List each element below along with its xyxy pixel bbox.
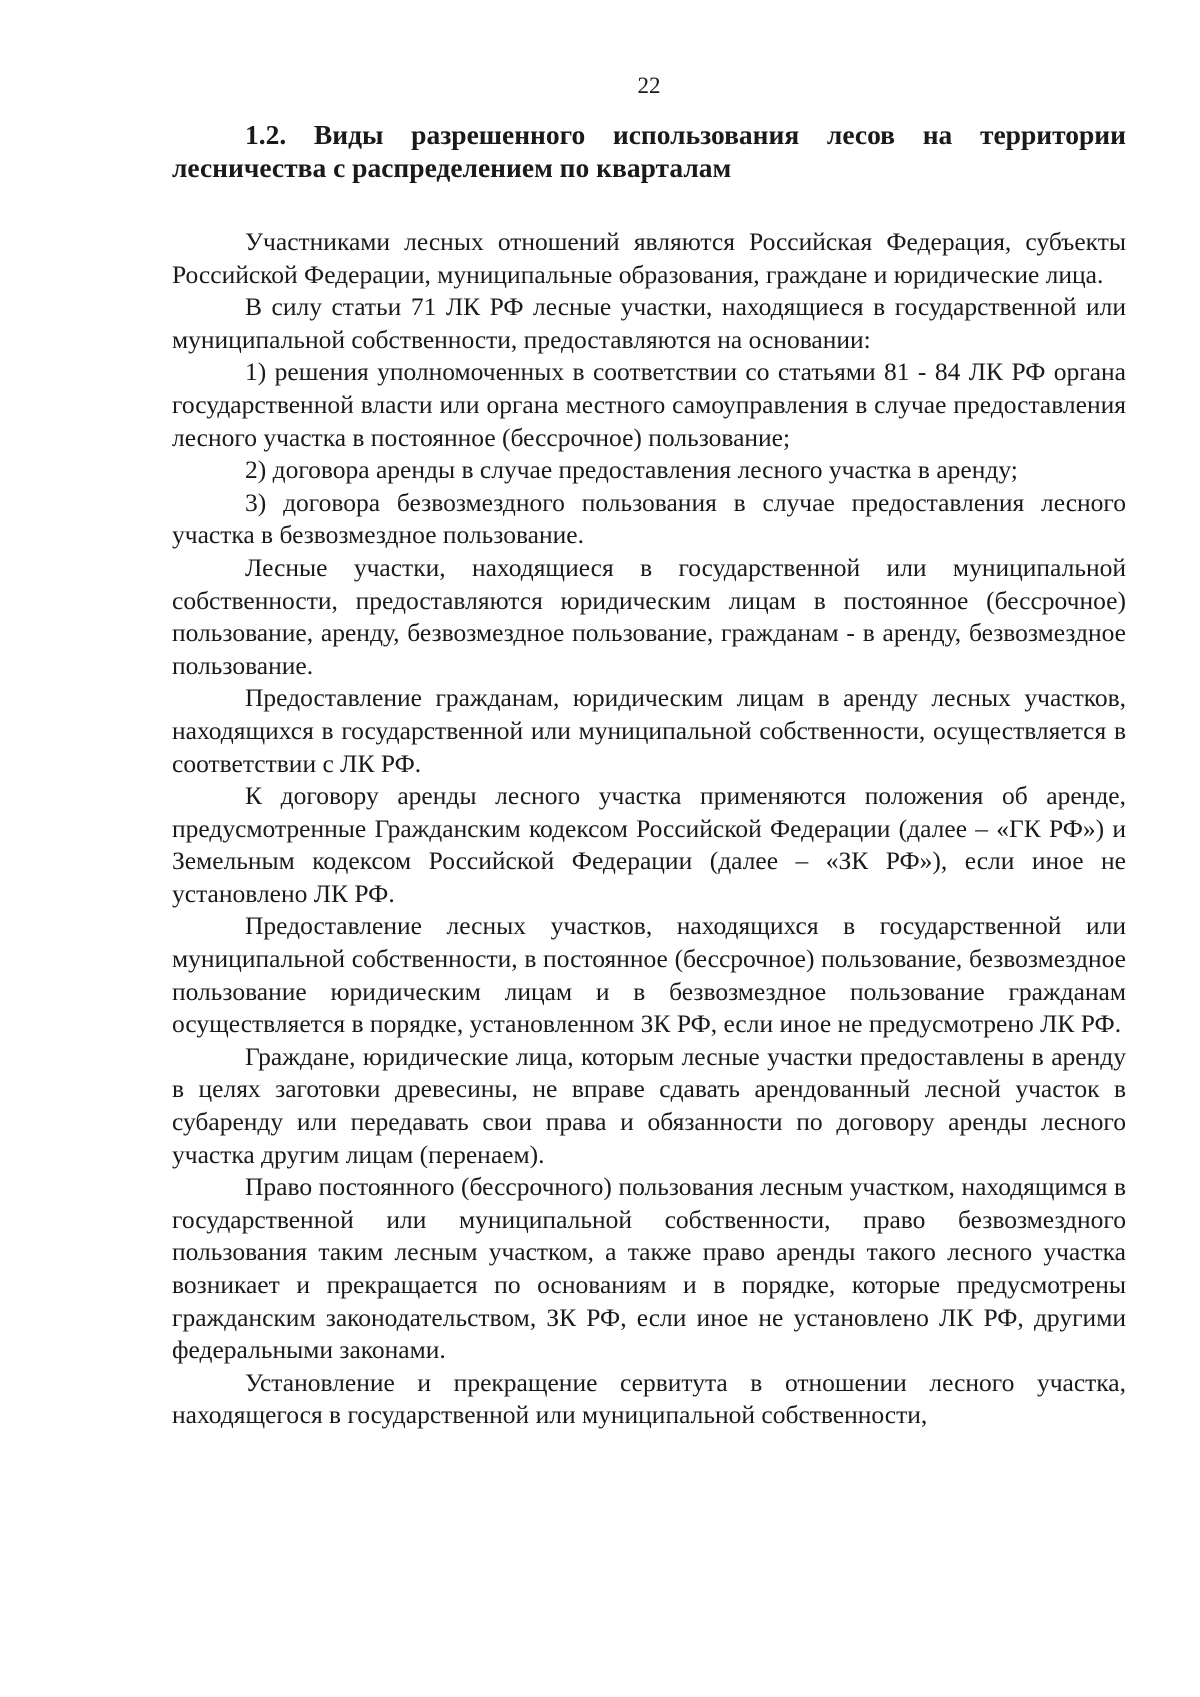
paragraph-item-2: 2) договора аренды в случае предоставления лесного участка в аренду; xyxy=(245,455,1018,485)
paragraph-item-1: 1) решения уполномоченных в соответствии со статьями 81 - 84 ЛК РФ органа государственной власти или органа местного самоуправления в случае предоставления лесного участка в постоянное (бессрочное) пользование; xyxy=(172,357,1126,452)
paragraph-right-of-use: Право постоянного (бессрочного) пользования лесным участком, находящимся в государственной или муниципальной собственности, право безвозмездного пользования таким лесным участком, а также право аренды такого лесного участка возникает и прекращается по основаниям и в порядке, которые предусмотрены гражданским законодательством, ЗК РФ, если иное не установлено ЛК РФ, другими федеральными законами. xyxy=(172,1172,1126,1365)
document-page xyxy=(172,70,1126,1432)
paragraph-item-3: 3) договора безвозмездного пользования в случае предоставления лесного участка в безвозмездное пользование. xyxy=(172,487,1126,550)
paragraph-forest-plots: Лесные участки, находящиеся в государственной или муниципальной собственности, предоставляются юридическим лицам в постоянное (бессрочное) пользование, аренду, безвозмездное пользование, гражданам - в аренду, безвозмездное пользование. xyxy=(172,552,1126,680)
paragraph-permanent-use: Предоставление лесных участков, находящихся в государственной или муниципальной собственности, в постоянное (бессрочное) пользование, безвозмездное пользование юридическим лицам и в безвозмездное пользование гражданам осуществляется в порядке, установленном ЗК РФ, если иное не предусмотрено ЛК РФ. xyxy=(172,911,1126,1039)
section-heading: 1.2. Виды разрешенного использования лесов на территории лесничества с распределением по кварталам xyxy=(172,119,1126,183)
page-number: 22 xyxy=(637,73,661,98)
paragraph-participants: Участниками лесных отношений являются Российская Федерация, субъекты Российской Федерации, муниципальные образования, граждане и юридические лица. xyxy=(172,227,1126,289)
paragraph-sublease: Граждане, юридические лица, которым лесные участки предоставлены в аренду в целях заготовки древесины, не вправе сдавать арендованный лесной участок в субаренду или передавать свои права и обязанности по договору аренды лесного участка другим лицам (перенаем). xyxy=(172,1041,1126,1169)
paragraph-lease-contract: К договору аренды лесного участка применяются положения об аренде, предусмотренные Гражданским кодексом Российской Федерации (далее – «ГК РФ») и Земельным кодексом Российской Федерации (далее – «ЗК РФ»), если иное не установлено ЛК РФ. xyxy=(172,781,1126,908)
paragraph-servitude: Установление и прекращение сервитута в отношении лесного участка, находящегося в государственной или муниципальной собственности, xyxy=(172,1367,1126,1430)
body-text xyxy=(172,226,1126,1432)
paragraph-lease-provision: Предоставление гражданам, юридическим лицам в аренду лесных участков, находящихся в государственной или муниципальной собственности, осуществляется в соответствии с ЛК РФ. xyxy=(172,683,1126,778)
paragraph-article-71: В силу статьи 71 ЛК РФ лесные участки, находящиеся в государственной или муниципальной собственности, предоставляются на основании: xyxy=(172,292,1126,354)
